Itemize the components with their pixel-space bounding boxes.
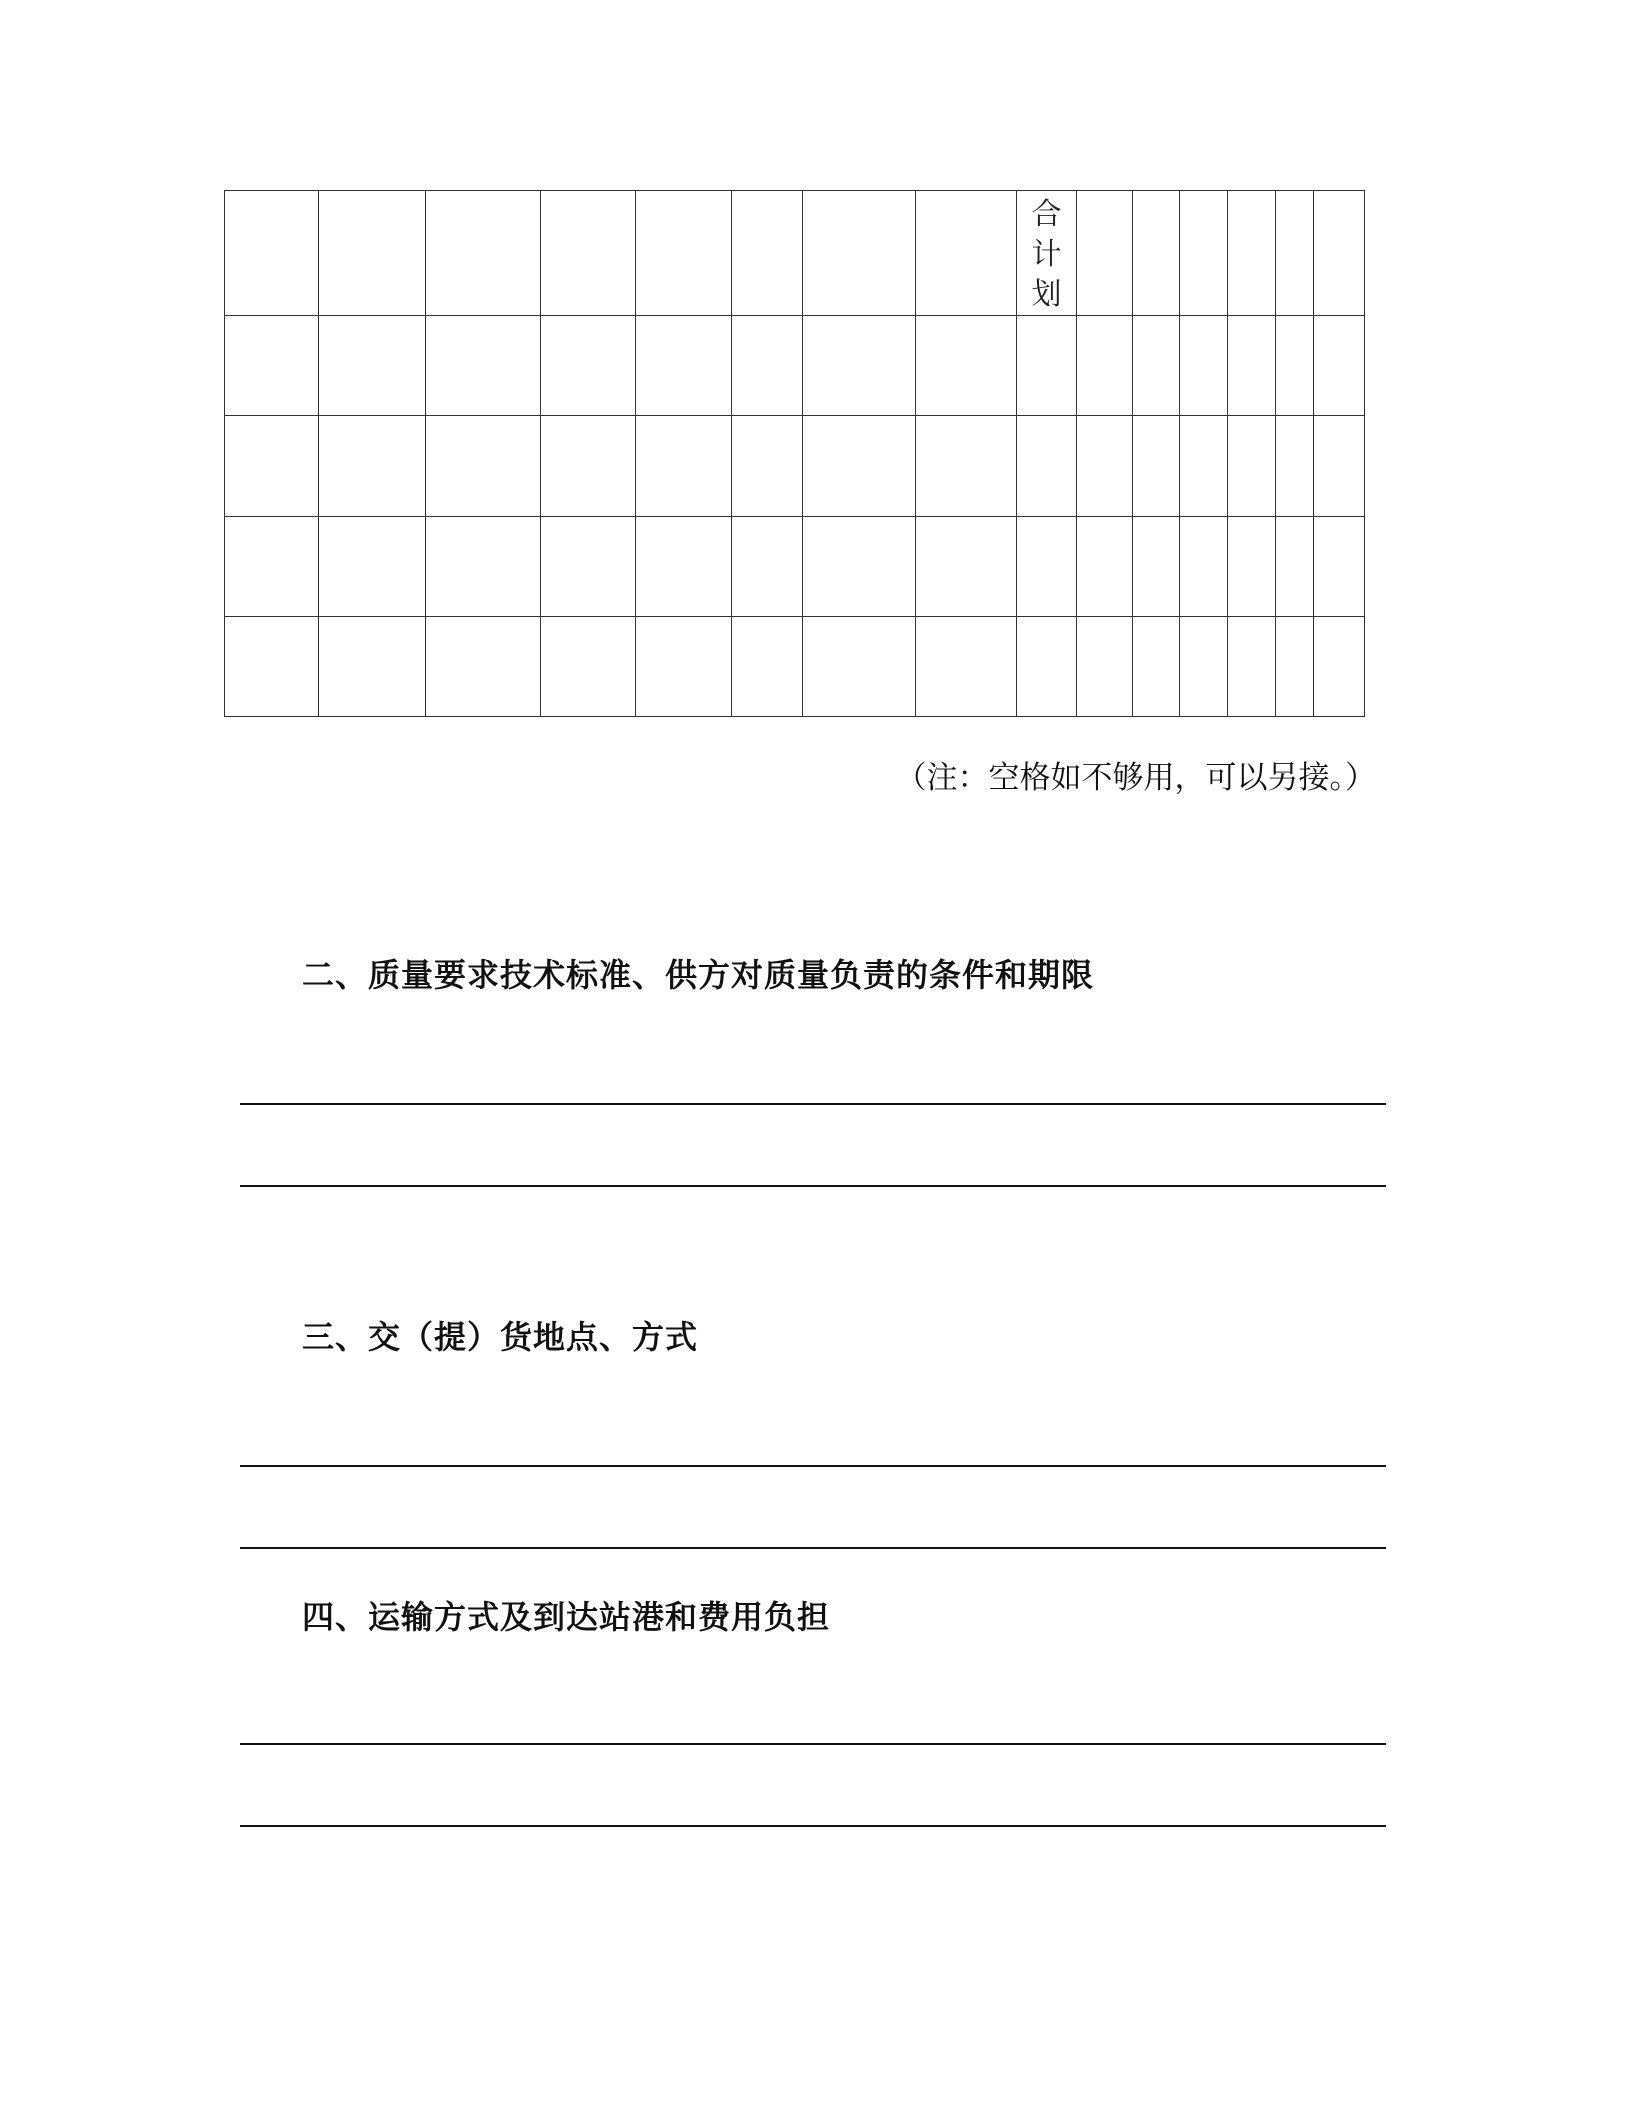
table-cell[interactable] [1180,416,1228,517]
table-cell[interactable] [1180,191,1228,316]
table-cell[interactable] [1228,617,1276,717]
table-cell[interactable] [426,191,541,316]
form-table [224,190,1365,717]
table-cell[interactable] [1133,617,1180,717]
table-cell[interactable] [732,416,803,517]
table-cell[interactable] [1133,517,1180,617]
table-cell[interactable] [1017,517,1077,617]
table-cell [1017,191,1077,316]
table-cell[interactable] [1314,416,1365,517]
table-cell[interactable] [1180,617,1228,717]
table-cell[interactable] [732,316,803,416]
table-cell[interactable] [916,517,1017,617]
table-cell[interactable] [1314,617,1365,717]
table-cell[interactable] [1228,316,1276,416]
table-row [225,517,1365,617]
table-cell[interactable] [426,416,541,517]
table-cell[interactable] [225,316,319,416]
table-cell[interactable] [541,316,636,416]
table-cell[interactable] [426,517,541,617]
table-cell[interactable] [1017,617,1077,717]
fill-line[interactable] [240,1465,1386,1467]
table-cell[interactable] [636,416,732,517]
table-cell[interactable] [541,517,636,617]
section-heading-quality: 二、质量要求技术标准、供方对质量负责的条件和期限 [302,956,1095,994]
table-cell[interactable] [1017,416,1077,517]
table-row [225,617,1365,717]
table-cell[interactable] [732,191,803,316]
table-row [225,416,1365,517]
table-cell[interactable] [1228,416,1276,517]
table-cell[interactable] [225,416,319,517]
fill-line[interactable] [240,1825,1386,1827]
table-cell[interactable] [1276,316,1314,416]
table-row [225,316,1365,416]
table-cell[interactable] [636,517,732,617]
table-cell[interactable] [541,416,636,517]
table-cell[interactable] [916,617,1017,717]
table-cell[interactable] [319,416,426,517]
table-cell[interactable] [1077,617,1133,717]
table-cell[interactable] [636,316,732,416]
table-cell[interactable] [1077,416,1133,517]
section-heading-delivery: 三、交（提）货地点、方式 [302,1318,699,1356]
fill-line[interactable] [240,1185,1386,1187]
section-heading-transport: 四、运输方式及到达站港和费用负担 [302,1598,831,1636]
table-cell[interactable] [636,617,732,717]
table-cell[interactable] [1314,316,1365,416]
table-cell[interactable] [1314,517,1365,617]
table-cell[interactable] [426,316,541,416]
table-cell[interactable] [1276,617,1314,717]
table-cell[interactable] [803,617,916,717]
table-cell[interactable] [803,316,916,416]
table-cell[interactable] [636,191,732,316]
table-cell[interactable] [319,517,426,617]
table-cell[interactable] [1276,416,1314,517]
fill-line[interactable] [240,1547,1386,1549]
table-cell[interactable] [1276,191,1314,316]
table-cell[interactable] [541,617,636,717]
table-cell[interactable] [916,316,1017,416]
table-cell[interactable] [1133,316,1180,416]
table-cell[interactable] [916,416,1017,517]
table-cell[interactable] [916,191,1017,316]
table-cell[interactable] [1133,191,1180,316]
table-cell[interactable] [1276,517,1314,617]
fill-line[interactable] [240,1103,1386,1105]
vertical-header-label: 合 计 划 [1031,197,1062,312]
table-cell[interactable] [426,617,541,717]
table-cell[interactable] [803,517,916,617]
table-cell[interactable] [1314,191,1365,316]
table-cell[interactable] [1077,191,1133,316]
table-cell[interactable] [1077,517,1133,617]
table-cell[interactable] [1133,416,1180,517]
table-cell[interactable] [319,617,426,717]
table-cell[interactable] [1228,191,1276,316]
table-cell[interactable] [732,517,803,617]
table-cell[interactable] [732,617,803,717]
table-cell[interactable] [225,617,319,717]
table-cell[interactable] [1228,517,1276,617]
table-cell[interactable] [803,191,916,316]
table-cell[interactable] [1180,316,1228,416]
fill-line[interactable] [240,1743,1386,1745]
table-cell[interactable] [319,316,426,416]
table-cell[interactable] [541,191,636,316]
table-cell[interactable] [319,191,426,316]
table-note: （注：空格如不够用，可以另接。） [895,760,1376,796]
table-header-row [225,191,1365,316]
table-cell[interactable] [1017,316,1077,416]
table-cell[interactable] [1077,316,1133,416]
table-cell[interactable] [225,191,319,316]
table-cell[interactable] [803,416,916,517]
table-cell[interactable] [225,517,319,617]
table-cell[interactable] [1180,517,1228,617]
